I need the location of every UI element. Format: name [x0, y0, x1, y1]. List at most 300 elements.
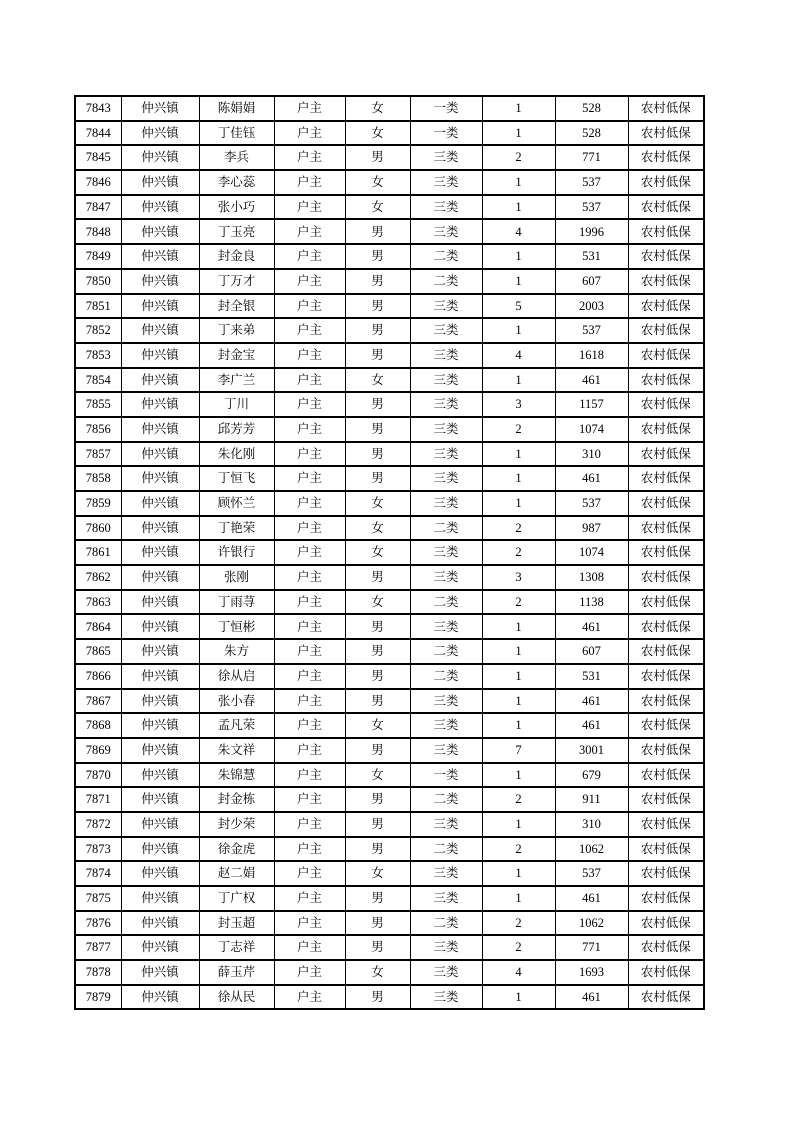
cell-category: 二类	[410, 837, 482, 862]
cell-category: 三类	[410, 368, 482, 393]
cell-relation: 户主	[274, 738, 345, 763]
cell-town: 仲兴镇	[121, 516, 199, 541]
cell-gender: 女	[345, 713, 410, 738]
cell-count: 1	[482, 170, 555, 195]
cell-sequence-number: 7861	[75, 540, 121, 565]
table-row	[75, 392, 704, 417]
cell-gender: 男	[345, 911, 410, 936]
table-row	[75, 121, 704, 146]
cell-count: 1	[482, 763, 555, 788]
table-row	[75, 294, 704, 319]
table-row	[75, 368, 704, 393]
cell-benefit-type: 农村低保	[628, 812, 704, 837]
table-row	[75, 985, 704, 1010]
cell-amount: 1062	[555, 911, 628, 936]
cell-amount: 461	[555, 614, 628, 639]
cell-count: 1	[482, 689, 555, 714]
table-row	[75, 911, 704, 936]
cell-category: 三类	[410, 960, 482, 985]
cell-town: 仲兴镇	[121, 985, 199, 1010]
cell-amount: 1138	[555, 590, 628, 615]
cell-gender: 女	[345, 590, 410, 615]
cell-benefit-type: 农村低保	[628, 195, 704, 220]
table-row	[75, 565, 704, 590]
cell-gender: 男	[345, 318, 410, 343]
benefits-table	[74, 95, 705, 1010]
cell-person-name: 张小巧	[199, 195, 274, 220]
cell-category: 三类	[410, 170, 482, 195]
cell-town: 仲兴镇	[121, 886, 199, 911]
table-row	[75, 614, 704, 639]
cell-category: 三类	[410, 540, 482, 565]
cell-benefit-type: 农村低保	[628, 985, 704, 1010]
cell-relation: 户主	[274, 763, 345, 788]
cell-amount: 1308	[555, 565, 628, 590]
cell-town: 仲兴镇	[121, 763, 199, 788]
cell-count: 1	[482, 96, 555, 121]
cell-gender: 女	[345, 195, 410, 220]
cell-person-name: 封玉超	[199, 911, 274, 936]
cell-town: 仲兴镇	[121, 442, 199, 467]
cell-amount: 528	[555, 121, 628, 146]
cell-benefit-type: 农村低保	[628, 935, 704, 960]
cell-amount: 537	[555, 170, 628, 195]
cell-amount: 771	[555, 145, 628, 170]
cell-person-name: 封金栋	[199, 787, 274, 812]
cell-relation: 户主	[274, 861, 345, 886]
cell-benefit-type: 农村低保	[628, 540, 704, 565]
table-row	[75, 269, 704, 294]
cell-sequence-number: 7850	[75, 269, 121, 294]
cell-amount: 987	[555, 516, 628, 541]
cell-sequence-number: 7860	[75, 516, 121, 541]
cell-category: 二类	[410, 244, 482, 269]
cell-person-name: 丁雨荨	[199, 590, 274, 615]
cell-town: 仲兴镇	[121, 713, 199, 738]
cell-sequence-number: 7854	[75, 368, 121, 393]
cell-person-name: 朱锦慧	[199, 763, 274, 788]
cell-relation: 户主	[274, 294, 345, 319]
table-row	[75, 664, 704, 689]
cell-count: 1	[482, 985, 555, 1010]
cell-sequence-number: 7870	[75, 763, 121, 788]
cell-relation: 户主	[274, 787, 345, 812]
cell-relation: 户主	[274, 812, 345, 837]
cell-relation: 户主	[274, 269, 345, 294]
cell-category: 一类	[410, 96, 482, 121]
cell-amount: 537	[555, 318, 628, 343]
cell-relation: 户主	[274, 466, 345, 491]
cell-sequence-number: 7853	[75, 343, 121, 368]
cell-sequence-number: 7877	[75, 935, 121, 960]
cell-sequence-number: 7855	[75, 392, 121, 417]
cell-benefit-type: 农村低保	[628, 121, 704, 146]
cell-person-name: 徐从民	[199, 985, 274, 1010]
cell-benefit-type: 农村低保	[628, 861, 704, 886]
cell-relation: 户主	[274, 689, 345, 714]
cell-gender: 男	[345, 985, 410, 1010]
cell-relation: 户主	[274, 392, 345, 417]
cell-gender: 女	[345, 170, 410, 195]
cell-person-name: 丁玉亮	[199, 219, 274, 244]
cell-town: 仲兴镇	[121, 195, 199, 220]
cell-person-name: 顾怀兰	[199, 491, 274, 516]
cell-sequence-number: 7862	[75, 565, 121, 590]
cell-relation: 户主	[274, 713, 345, 738]
table-row	[75, 466, 704, 491]
cell-town: 仲兴镇	[121, 861, 199, 886]
cell-town: 仲兴镇	[121, 392, 199, 417]
cell-count: 1	[482, 491, 555, 516]
cell-count: 7	[482, 738, 555, 763]
cell-sequence-number: 7846	[75, 170, 121, 195]
cell-count: 2	[482, 540, 555, 565]
cell-count: 2	[482, 516, 555, 541]
cell-relation: 户主	[274, 368, 345, 393]
table-row	[75, 540, 704, 565]
cell-count: 1	[482, 121, 555, 146]
cell-count: 2	[482, 590, 555, 615]
cell-town: 仲兴镇	[121, 664, 199, 689]
cell-benefit-type: 农村低保	[628, 565, 704, 590]
cell-person-name: 李广兰	[199, 368, 274, 393]
cell-amount: 461	[555, 985, 628, 1010]
cell-town: 仲兴镇	[121, 170, 199, 195]
cell-town: 仲兴镇	[121, 96, 199, 121]
table-row	[75, 219, 704, 244]
cell-person-name: 李兵	[199, 145, 274, 170]
cell-town: 仲兴镇	[121, 368, 199, 393]
cell-category: 三类	[410, 195, 482, 220]
cell-count: 1	[482, 244, 555, 269]
cell-benefit-type: 农村低保	[628, 516, 704, 541]
cell-person-name: 徐金虎	[199, 837, 274, 862]
cell-benefit-type: 农村低保	[628, 96, 704, 121]
cell-amount: 537	[555, 861, 628, 886]
cell-gender: 男	[345, 343, 410, 368]
cell-benefit-type: 农村低保	[628, 886, 704, 911]
cell-sequence-number: 7871	[75, 787, 121, 812]
cell-person-name: 朱文祥	[199, 738, 274, 763]
cell-town: 仲兴镇	[121, 145, 199, 170]
cell-amount: 607	[555, 269, 628, 294]
cell-sequence-number: 7869	[75, 738, 121, 763]
cell-person-name: 丁佳钰	[199, 121, 274, 146]
cell-amount: 1618	[555, 343, 628, 368]
cell-gender: 男	[345, 614, 410, 639]
cell-relation: 户主	[274, 195, 345, 220]
cell-relation: 户主	[274, 614, 345, 639]
cell-gender: 男	[345, 565, 410, 590]
cell-gender: 女	[345, 540, 410, 565]
cell-gender: 女	[345, 121, 410, 146]
cell-gender: 男	[345, 145, 410, 170]
cell-sequence-number: 7851	[75, 294, 121, 319]
cell-sequence-number: 7863	[75, 590, 121, 615]
cell-gender: 男	[345, 294, 410, 319]
cell-town: 仲兴镇	[121, 219, 199, 244]
cell-sequence-number: 7865	[75, 639, 121, 664]
cell-benefit-type: 农村低保	[628, 392, 704, 417]
cell-sequence-number: 7858	[75, 466, 121, 491]
cell-category: 三类	[410, 713, 482, 738]
cell-category: 三类	[410, 812, 482, 837]
cell-benefit-type: 农村低保	[628, 318, 704, 343]
cell-category: 三类	[410, 318, 482, 343]
cell-relation: 户主	[274, 516, 345, 541]
cell-person-name: 陈娟娟	[199, 96, 274, 121]
cell-category: 三类	[410, 417, 482, 442]
table-row	[75, 639, 704, 664]
cell-category: 三类	[410, 442, 482, 467]
cell-count: 1	[482, 195, 555, 220]
cell-benefit-type: 农村低保	[628, 244, 704, 269]
cell-gender: 男	[345, 886, 410, 911]
cell-gender: 女	[345, 368, 410, 393]
cell-amount: 531	[555, 664, 628, 689]
cell-gender: 男	[345, 244, 410, 269]
cell-person-name: 丁志祥	[199, 935, 274, 960]
cell-relation: 户主	[274, 318, 345, 343]
cell-gender: 男	[345, 935, 410, 960]
cell-category: 二类	[410, 787, 482, 812]
cell-person-name: 封少荣	[199, 812, 274, 837]
cell-category: 三类	[410, 294, 482, 319]
cell-category: 三类	[410, 886, 482, 911]
cell-person-name: 薛玉芹	[199, 960, 274, 985]
cell-sequence-number: 7874	[75, 861, 121, 886]
cell-sequence-number: 7868	[75, 713, 121, 738]
cell-relation: 户主	[274, 590, 345, 615]
cell-count: 4	[482, 219, 555, 244]
cell-amount: 3001	[555, 738, 628, 763]
cell-sequence-number: 7859	[75, 491, 121, 516]
cell-relation: 户主	[274, 664, 345, 689]
cell-category: 三类	[410, 985, 482, 1010]
cell-person-name: 丁来弟	[199, 318, 274, 343]
table-row	[75, 787, 704, 812]
cell-benefit-type: 农村低保	[628, 787, 704, 812]
cell-sequence-number: 7864	[75, 614, 121, 639]
cell-amount: 528	[555, 96, 628, 121]
cell-count: 1	[482, 614, 555, 639]
cell-category: 二类	[410, 911, 482, 936]
table-row	[75, 96, 704, 121]
cell-relation: 户主	[274, 985, 345, 1010]
cell-relation: 户主	[274, 935, 345, 960]
cell-category: 三类	[410, 614, 482, 639]
cell-benefit-type: 农村低保	[628, 491, 704, 516]
cell-town: 仲兴镇	[121, 121, 199, 146]
cell-person-name: 朱化刚	[199, 442, 274, 467]
cell-town: 仲兴镇	[121, 466, 199, 491]
cell-count: 1	[482, 318, 555, 343]
cell-count: 1	[482, 269, 555, 294]
cell-count: 2	[482, 837, 555, 862]
cell-person-name: 丁万才	[199, 269, 274, 294]
cell-amount: 1074	[555, 417, 628, 442]
table-row	[75, 491, 704, 516]
table-row	[75, 516, 704, 541]
cell-relation: 户主	[274, 219, 345, 244]
cell-count: 3	[482, 392, 555, 417]
cell-town: 仲兴镇	[121, 318, 199, 343]
cell-town: 仲兴镇	[121, 614, 199, 639]
cell-relation: 户主	[274, 145, 345, 170]
cell-benefit-type: 农村低保	[628, 294, 704, 319]
cell-person-name: 赵二娟	[199, 861, 274, 886]
cell-benefit-type: 农村低保	[628, 738, 704, 763]
cell-person-name: 丁艳荣	[199, 516, 274, 541]
cell-gender: 男	[345, 269, 410, 294]
cell-count: 2	[482, 145, 555, 170]
cell-benefit-type: 农村低保	[628, 713, 704, 738]
table-row	[75, 960, 704, 985]
cell-person-name: 封全银	[199, 294, 274, 319]
cell-count: 4	[482, 960, 555, 985]
table-row	[75, 442, 704, 467]
cell-gender: 女	[345, 96, 410, 121]
cell-sequence-number: 7844	[75, 121, 121, 146]
cell-count: 1	[482, 442, 555, 467]
cell-relation: 户主	[274, 960, 345, 985]
cell-amount: 1996	[555, 219, 628, 244]
cell-sequence-number: 7866	[75, 664, 121, 689]
cell-amount: 2003	[555, 294, 628, 319]
cell-category: 三类	[410, 466, 482, 491]
cell-relation: 户主	[274, 244, 345, 269]
cell-category: 二类	[410, 516, 482, 541]
cell-amount: 461	[555, 713, 628, 738]
cell-category: 三类	[410, 219, 482, 244]
cell-town: 仲兴镇	[121, 269, 199, 294]
cell-benefit-type: 农村低保	[628, 442, 704, 467]
cell-town: 仲兴镇	[121, 812, 199, 837]
cell-relation: 户主	[274, 565, 345, 590]
cell-category: 三类	[410, 738, 482, 763]
cell-person-name: 丁恒彬	[199, 614, 274, 639]
table-row	[75, 318, 704, 343]
cell-gender: 男	[345, 664, 410, 689]
cell-category: 三类	[410, 565, 482, 590]
cell-amount: 531	[555, 244, 628, 269]
cell-town: 仲兴镇	[121, 343, 199, 368]
cell-person-name: 丁川	[199, 392, 274, 417]
cell-category: 三类	[410, 491, 482, 516]
cell-benefit-type: 农村低保	[628, 960, 704, 985]
cell-sequence-number: 7845	[75, 145, 121, 170]
cell-gender: 男	[345, 417, 410, 442]
cell-benefit-type: 农村低保	[628, 343, 704, 368]
cell-gender: 男	[345, 689, 410, 714]
cell-category: 三类	[410, 689, 482, 714]
cell-count: 2	[482, 935, 555, 960]
cell-sequence-number: 7875	[75, 886, 121, 911]
cell-relation: 户主	[274, 540, 345, 565]
table-row	[75, 590, 704, 615]
cell-gender: 男	[345, 466, 410, 491]
cell-category: 二类	[410, 639, 482, 664]
table-row	[75, 935, 704, 960]
table-row	[75, 417, 704, 442]
cell-benefit-type: 农村低保	[628, 170, 704, 195]
cell-town: 仲兴镇	[121, 911, 199, 936]
cell-town: 仲兴镇	[121, 837, 199, 862]
cell-town: 仲兴镇	[121, 689, 199, 714]
cell-person-name: 张刚	[199, 565, 274, 590]
cell-count: 1	[482, 639, 555, 664]
table-row	[75, 886, 704, 911]
cell-sequence-number: 7848	[75, 219, 121, 244]
cell-sequence-number: 7852	[75, 318, 121, 343]
cell-benefit-type: 农村低保	[628, 837, 704, 862]
cell-sequence-number: 7849	[75, 244, 121, 269]
cell-person-name: 许银行	[199, 540, 274, 565]
cell-relation: 户主	[274, 837, 345, 862]
cell-benefit-type: 农村低保	[628, 590, 704, 615]
cell-gender: 男	[345, 392, 410, 417]
cell-category: 三类	[410, 145, 482, 170]
cell-amount: 461	[555, 886, 628, 911]
cell-gender: 女	[345, 960, 410, 985]
cell-benefit-type: 农村低保	[628, 689, 704, 714]
cell-town: 仲兴镇	[121, 787, 199, 812]
cell-gender: 男	[345, 639, 410, 664]
cell-town: 仲兴镇	[121, 639, 199, 664]
cell-benefit-type: 农村低保	[628, 639, 704, 664]
cell-relation: 户主	[274, 343, 345, 368]
table-row	[75, 689, 704, 714]
cell-sequence-number: 7857	[75, 442, 121, 467]
cell-person-name: 丁恒飞	[199, 466, 274, 491]
cell-person-name: 丁广权	[199, 886, 274, 911]
cell-count: 1	[482, 368, 555, 393]
cell-sequence-number: 7878	[75, 960, 121, 985]
cell-gender: 女	[345, 763, 410, 788]
cell-town: 仲兴镇	[121, 590, 199, 615]
cell-count: 1	[482, 886, 555, 911]
cell-sequence-number: 7843	[75, 96, 121, 121]
cell-town: 仲兴镇	[121, 738, 199, 763]
cell-town: 仲兴镇	[121, 491, 199, 516]
cell-person-name: 徐从启	[199, 664, 274, 689]
cell-category: 二类	[410, 590, 482, 615]
cell-person-name: 孟凡荣	[199, 713, 274, 738]
cell-relation: 户主	[274, 886, 345, 911]
cell-relation: 户主	[274, 121, 345, 146]
cell-sequence-number: 7873	[75, 837, 121, 862]
table-row	[75, 837, 704, 862]
cell-benefit-type: 农村低保	[628, 763, 704, 788]
cell-gender: 男	[345, 787, 410, 812]
cell-town: 仲兴镇	[121, 540, 199, 565]
table-row	[75, 861, 704, 886]
cell-gender: 男	[345, 738, 410, 763]
cell-category: 一类	[410, 763, 482, 788]
cell-gender: 男	[345, 837, 410, 862]
cell-category: 一类	[410, 121, 482, 146]
cell-town: 仲兴镇	[121, 960, 199, 985]
cell-amount: 537	[555, 195, 628, 220]
cell-category: 二类	[410, 269, 482, 294]
cell-benefit-type: 农村低保	[628, 368, 704, 393]
cell-count: 1	[482, 466, 555, 491]
cell-benefit-type: 农村低保	[628, 911, 704, 936]
cell-amount: 911	[555, 787, 628, 812]
cell-amount: 310	[555, 442, 628, 467]
cell-person-name: 封金宝	[199, 343, 274, 368]
cell-count: 2	[482, 911, 555, 936]
